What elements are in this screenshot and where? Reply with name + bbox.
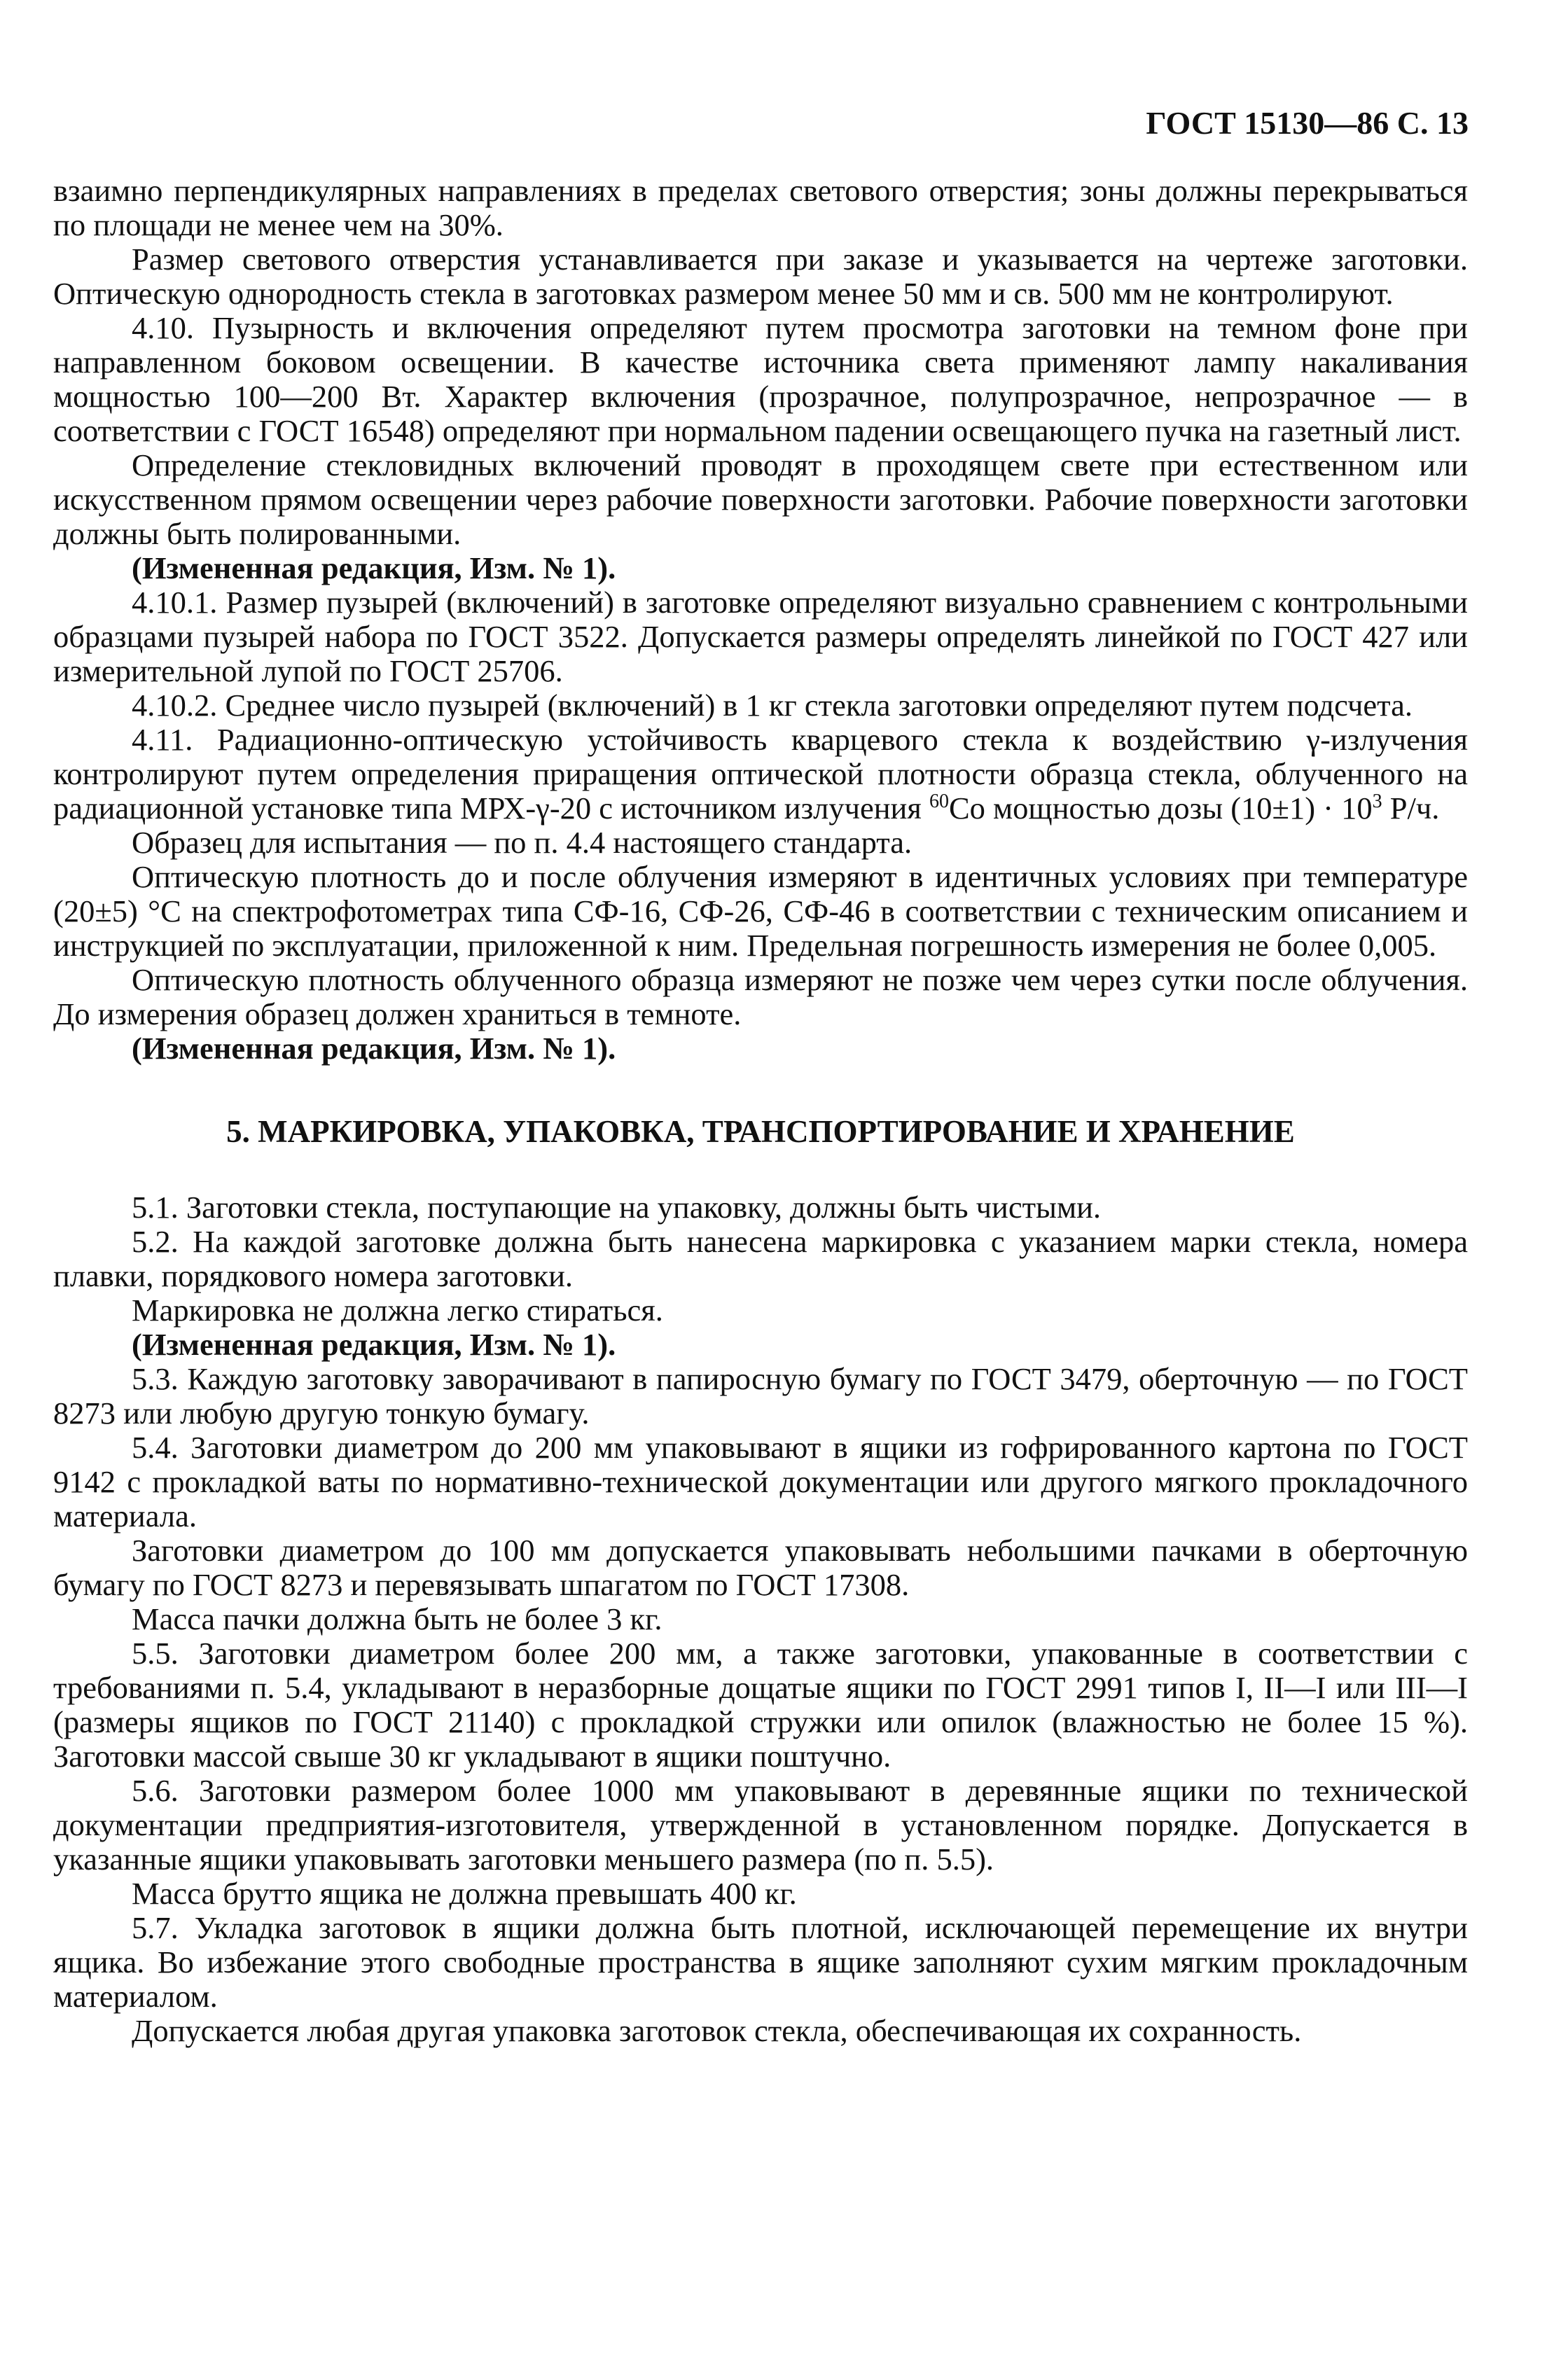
paragraph: Оптическую плотность облученного образца измеряют не позже чем через сутки после облучения. До измерения образец должен храниться в темноте. — [53, 962, 1468, 1031]
clause-4-10-2: 4.10.2. Среднее число пузырей (включений) в 1 кг стекла заготовки определяют путем подсчета. — [132, 688, 1413, 723]
clause-4-11 — [53, 723, 1468, 826]
isotope-mass-number: 60 — [929, 791, 949, 812]
paragraph: Масса брутто ящика не должна превышать 400 кг. — [132, 1876, 797, 1911]
amendment-note: (Измененная редакция, Изм. № 1). — [132, 550, 616, 585]
clause-5-4: 5.4. Заготовки диаметром до 200 мм упаковывают в ящики из гофрированного картона по ГОСТ 9142 с прокладкой ваты по нормативно-технической документации или другого мягкого прокладочного материала. — [53, 1430, 1468, 1533]
paragraph: Оптическую плотность до и после облучения измеряют в идентичных условиях при температуре (20±5) °С на спектрофотометрах типа СФ-16, СФ-26, СФ-46 в соответствии с техническим описанием и инструкцией по эксплуатации, приложенной к ним. Предельная погрешность измерения не более 0,005. — [53, 859, 1468, 963]
page-content — [53, 174, 1468, 2048]
paragraph: Допускается любая другая упаковка заготовок стекла, обеспечивающая их сохранность. — [132, 2013, 1302, 2048]
paragraph: взаимно перпендикулярных направлениях в пределах светового отверстия; зоны должны перекрываться по площади не менее чем на 30%. — [53, 173, 1468, 242]
clause-4-10: 4.10. Пузырность и включения определяют путем просмотра заготовки на темном фоне при направленном боковом освещении. В качестве источника света применяют лампу накаливания мощностью 100—200 Вт. Характер включения (прозрачное, полупрозрачное, непрозрачное — в соответствии с ГОСТ 16548) определяют при нормальном падении освещающего пучка на газетный лист. — [53, 310, 1468, 448]
paragraph: Определение стекловидных включений проводят в проходящем свете при естественном или искусственном прямом освещении через рабочие поверхности заготовки. Рабочие поверхности заготовки должны быть полированными. — [53, 447, 1468, 551]
clause-5-7: 5.7. Укладка заготовок в ящики должна быть плотной, исключающей перемещение их внутри ящика. Во избежание этого свободные пространства в ящике заполняют сухим мягким прокладочным материалом. — [53, 1910, 1468, 2014]
clause-4-11-text-b: Со мощностью дозы (10±1) · 10 — [948, 791, 1373, 826]
clause-5-2: 5.2. На каждой заготовке должна быть нанесена маркировка с указанием марки стекла, номера плавки, порядкового номера заготовки. — [53, 1224, 1468, 1293]
page-header: ГОСТ 15130—86 С. 13 — [1146, 105, 1469, 141]
paragraph: Образец для испытания — по п. 4.4 настоящего стандарта. — [132, 825, 913, 860]
clause-5-1: 5.1. Заготовки стекла, поступающие на упаковку, должны быть чистыми. — [132, 1190, 1102, 1225]
paragraph: Масса пачки должна быть не более 3 кг. — [132, 1601, 662, 1636]
section-title: 5. МАРКИРОВКА, УПАКОВКА, ТРАНСПОРТИРОВАНИЕ И ХРАНЕНИЕ — [226, 1114, 1295, 1149]
paragraph: Заготовки диаметром до 100 мм допускается упаковывать небольшими пачками в оберточную бумагу по ГОСТ 8273 и перевязывать шпагатом по ГОСТ 17308. — [53, 1533, 1468, 1602]
paragraph: Маркировка не должна легко стираться. — [132, 1293, 663, 1328]
paragraph: Размер светового отверстия устанавливается при заказе и указывается на чертеже заготовки. Оптическую однородность стекла в заготовках размером менее 50 мм и св. 500 мм не контролируют. — [53, 242, 1468, 311]
clause-5-6: 5.6. Заготовки размером более 1000 мм упаковывают в деревянные ящики по технической документации предприятия-изготовителя, утвержденной в установленном порядке. Допускается в указанные ящики упаковывать заготовки меньшего размера (по п. 5.5). — [53, 1773, 1468, 1877]
clause-5-5: 5.5. Заготовки диаметром более 200 мм, а также заготовки, упакованные в соответствии с требованиями п. 5.4, укладывают в неразборные дощатые ящики по ГОСТ 2991 типов I, II—I или III—I (размеры ящиков по ГОСТ 21140) с прокладкой стружки или опилок (влажностью не более 15 %). Заготовки массой свыше 30 кг укладывают в ящики поштучно. — [53, 1636, 1468, 1774]
power-exponent: 3 — [1372, 791, 1382, 812]
amendment-note: (Измененная редакция, Изм. № 1). — [132, 1327, 616, 1362]
clause-4-11-text-c: Р/ч. — [1382, 791, 1440, 826]
clause-5-3: 5.3. Каждую заготовку заворачивают в папиросную бумагу по ГОСТ 3479, оберточную — по ГОСТ 8273 или любую другую тонкую бумагу. — [53, 1361, 1468, 1431]
clause-4-10-1: 4.10.1. Размер пузырей (включений) в заготовке определяют визуально сравнением с контрольными образцами пузырей набора по ГОСТ 3522. Допускается размеры определять линейкой по ГОСТ 427 или измерительной лупой по ГОСТ 25706. — [53, 585, 1468, 688]
clause-4-11-text-a: 4.11. Радиационно-оптическую устойчивость кварцевого стекла к воздействию γ-излучения контролируют путем определения приращения оптической плотности образца стекла, облученного на радиационной установке типа МРХ-γ-20 с источником излучения — [53, 722, 1468, 826]
amendment-note: (Измененная редакция, Изм. № 1). — [132, 1031, 616, 1066]
